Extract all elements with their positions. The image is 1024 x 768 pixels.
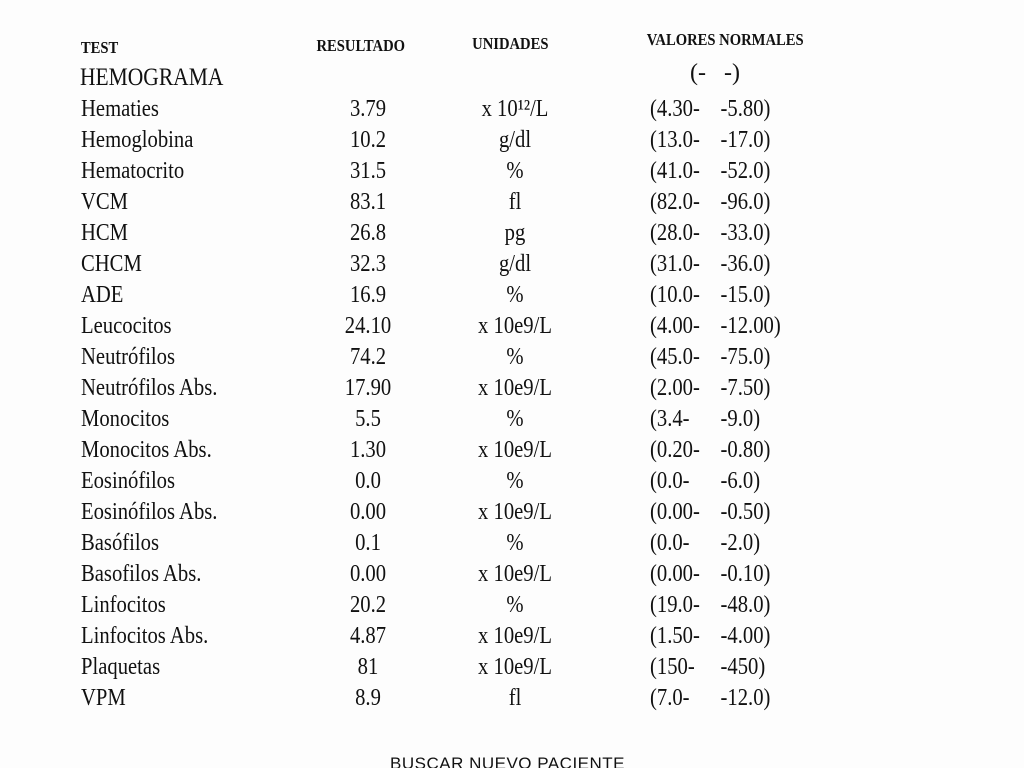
normal-range	[650, 621, 770, 652]
table-row: VCM 83.1 fl (82.0- -96.0)	[0, 187, 1024, 218]
search-new-patient-link[interactable]: BUSCAR NUEVO PACIENTE	[390, 754, 626, 768]
table-row: Hematocrito 31.5 % (41.0- -52.0)	[0, 156, 1024, 187]
range-low: (19.0-	[650, 592, 700, 618]
table-row: Hematies 3.79 x 10¹²/L (4.30- -5.80)	[0, 94, 1024, 125]
range-low: (0.20-	[650, 437, 700, 463]
normal-range	[650, 280, 770, 311]
test-name: Hematocrito	[81, 158, 185, 184]
normal-range	[650, 156, 770, 187]
table-row: Leucocitos 24.10 x 10e9/L (4.00- -12.00)	[0, 311, 1024, 342]
range-high: -36.0)	[720, 251, 771, 277]
test-name: VPM	[81, 685, 126, 711]
section-title-hemograma: HEMOGRAMA	[80, 64, 224, 91]
range-high: -450)	[720, 654, 766, 680]
range-low: (31.0-	[650, 251, 700, 277]
table-row: Hemoglobina 10.2 g/dl (13.0- -17.0)	[0, 125, 1024, 156]
normal-range	[650, 218, 770, 249]
table-row: Linfocitos Abs. 4.87 x 10e9/L (1.50- -4.00)	[0, 621, 1024, 652]
range-low: (10.0-	[650, 282, 700, 308]
range-high: -0.50)	[720, 499, 771, 525]
normal-range	[650, 94, 770, 125]
range-low: (4.30-	[650, 96, 700, 122]
normal-range	[650, 342, 770, 373]
range-high: -6.0)	[720, 468, 761, 494]
range-high: -12.0)	[720, 685, 771, 711]
table-row: Neutrófilos Abs. 17.90 x 10e9/L (2.00- -7.50)	[0, 373, 1024, 404]
table-row: Eosinófilos Abs. 0.00 x 10e9/L (0.00- -0.50)	[0, 497, 1024, 528]
normal-range	[650, 373, 770, 404]
normal-range	[650, 497, 770, 528]
range-low: (41.0-	[650, 158, 700, 184]
range-high: -5.80)	[720, 96, 771, 122]
table-row: Linfocitos 20.2 % (19.0- -48.0)	[0, 590, 1024, 621]
range-high: -0.10)	[720, 561, 771, 587]
normal-range	[650, 652, 765, 683]
range-low: (28.0-	[650, 220, 700, 246]
range-low: (3.4-	[650, 406, 690, 432]
range-low: (13.0-	[650, 127, 700, 153]
range-high: -75.0)	[720, 344, 771, 370]
table-row: Neutrófilos 74.2 % (45.0- -75.0)	[0, 342, 1024, 373]
range-high: -9.0)	[720, 406, 761, 432]
table-row: Basofilos Abs. 0.00 x 10e9/L (0.00- -0.10)	[0, 559, 1024, 590]
range-low: (0.00-	[650, 561, 700, 587]
normal-range	[650, 683, 770, 714]
range-low: (0.0-	[650, 468, 690, 494]
range-high: -15.0)	[720, 282, 771, 308]
table-row: ADE 16.9 % (10.0- -15.0)	[0, 280, 1024, 311]
range-high: -0.80)	[720, 437, 771, 463]
range-low: (150-	[650, 654, 695, 680]
table-row: Basófilos 0.1 % (0.0- -2.0)	[0, 528, 1024, 559]
normal-range	[650, 559, 770, 590]
table-row: Monocitos Abs. 1.30 x 10e9/L (0.20- -0.80)	[0, 435, 1024, 466]
range-low: (4.00-	[650, 313, 700, 339]
normal-range	[650, 125, 770, 156]
range-placeholder: (- -)	[690, 60, 740, 86]
range-low: (7.0-	[650, 685, 690, 711]
table-row: Plaquetas 81 x 10e9/L (150- -450)	[0, 652, 1024, 683]
range-high: -17.0)	[720, 127, 771, 153]
normal-range	[650, 435, 770, 466]
table-row: CHCM 32.3 g/dl (31.0- -36.0)	[0, 249, 1024, 280]
normal-range	[650, 528, 760, 559]
test-name: Linfocitos	[81, 592, 166, 618]
table-row: Eosinófilos 0.0 % (0.0- -6.0)	[0, 466, 1024, 497]
range-low: (1.50-	[650, 623, 700, 649]
header-valores-normales: VALORES NORMALES	[646, 30, 804, 49]
normal-range	[650, 187, 770, 218]
range-high: -48.0)	[720, 592, 771, 618]
test-name: Eosinófilos Abs.	[81, 499, 218, 525]
table-row: HCM 26.8 pg (28.0- -33.0)	[0, 218, 1024, 249]
test-name: Neutrófilos Abs.	[81, 375, 218, 401]
test-name: Basofilos Abs.	[81, 561, 202, 587]
range-high: -2.0)	[720, 530, 761, 556]
range-low: (82.0-	[650, 189, 700, 215]
test-name: Plaquetas	[81, 654, 161, 680]
range-high: -96.0)	[720, 189, 771, 215]
header-unidades: UNIDADES	[472, 34, 549, 53]
results-table	[0, 94, 1024, 714]
range-high: -4.00)	[720, 623, 771, 649]
test-name: Eosinófilos	[81, 468, 176, 494]
normal-range	[650, 590, 770, 621]
test-name: Neutrófilos	[81, 344, 176, 370]
range-low: (0.00-	[650, 499, 700, 525]
normal-range	[650, 311, 781, 342]
test-name: CHCM	[81, 251, 142, 277]
range-high: -7.50)	[720, 375, 771, 401]
range-high: -33.0)	[720, 220, 771, 246]
table-row: VPM 8.9 fl (7.0- -12.0)	[0, 683, 1024, 714]
normal-range	[650, 249, 770, 280]
test-name: Hemoglobina	[81, 127, 194, 153]
range-low: (2.00-	[650, 375, 700, 401]
test-name: Monocitos Abs.	[81, 437, 212, 463]
range-high: -52.0)	[720, 158, 771, 184]
range-low: (0.0-	[650, 530, 690, 556]
test-name: Monocitos	[81, 406, 170, 432]
test-name: VCM	[81, 189, 129, 215]
table-row: Monocitos 5.5 % (3.4- -9.0)	[0, 404, 1024, 435]
table-header	[0, 30, 881, 60]
test-name: HCM	[81, 220, 129, 246]
test-name: Basófilos	[81, 530, 159, 556]
test-name: Leucocitos	[81, 313, 172, 339]
test-name: Hematies	[81, 96, 159, 122]
header-test: TEST	[80, 38, 119, 57]
normal-range	[650, 466, 760, 497]
range-high: -12.00)	[720, 313, 781, 339]
test-name: ADE	[81, 282, 124, 308]
normal-range	[650, 404, 760, 435]
header-resultado: RESULTADO	[316, 36, 406, 55]
range-low: (45.0-	[650, 344, 700, 370]
test-name: Linfocitos Abs.	[81, 623, 209, 649]
